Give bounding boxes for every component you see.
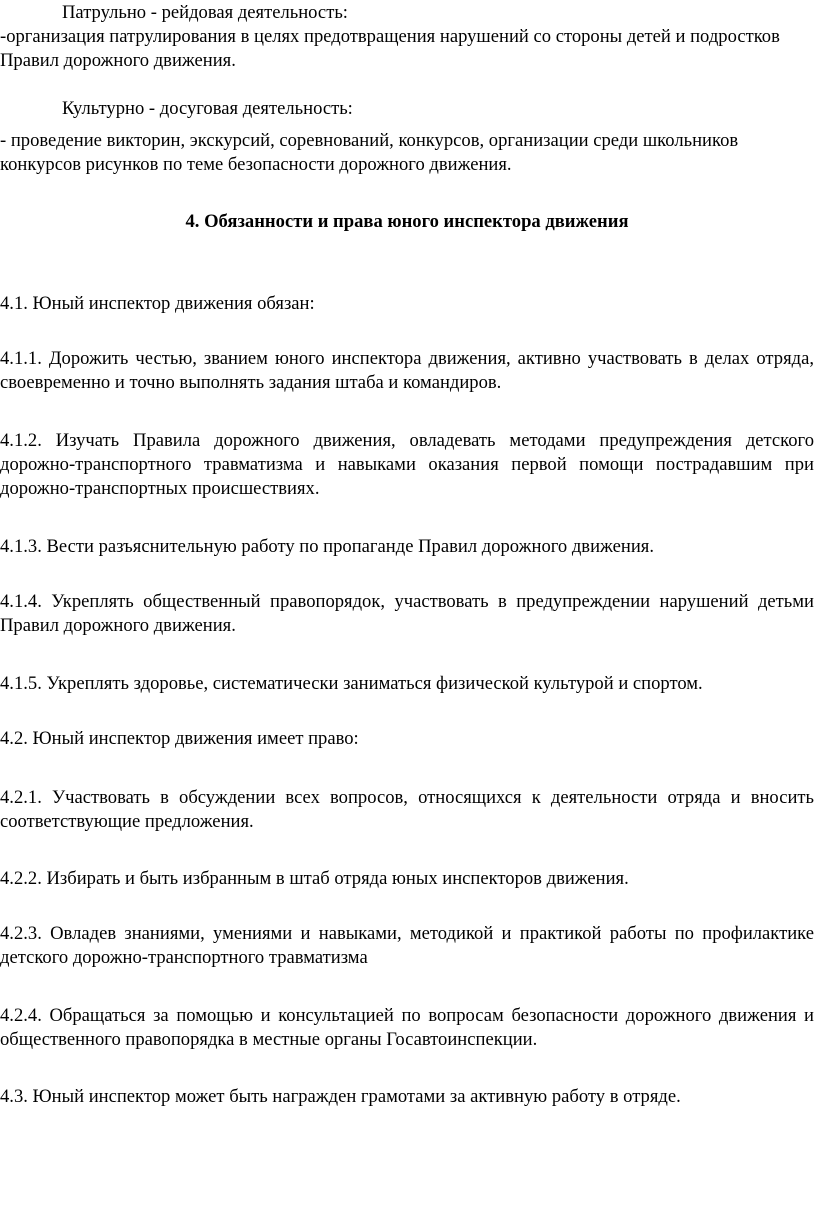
- paragraph-4-1-1: 4.1.1. Дорожить честью, званием юного инспектора движения, активно участвовать в делах отряда, своевременно и точно выполнять задания штаба и командиров.: [0, 348, 814, 393]
- paragraph-4-2-1: 4.2.1. Участвовать в обсуждении всех вопросов, относящихся к деятельности отряда и вносить соответствующие предложения.: [0, 787, 814, 832]
- activity-text-cultural: - проведение викторин, экскурсий, соревнований, конкурсов, организации среди школьников конкурсов рисунков по теме безопасности дорожного движения.: [0, 130, 739, 175]
- paragraph-4-2-4: 4.2.4. Обращаться за помощью и консультацией по вопросам безопасности дорожного движения и общественного правопорядка в местные органы Госавтоинспекции.: [0, 1005, 814, 1050]
- paragraph-4-2: 4.2. Юный инспектор движения имеет право:: [0, 728, 359, 749]
- paragraph-4-2-3: 4.2.3. Овладев знаниями, умениями и навыками, методикой и практикой работы по профилактике детского дорожно-транспортного травматизма: [0, 923, 814, 968]
- activity-text-patrol: -организация патрулирования в целях предотвращения нарушений со стороны детей и подростков Правил дорожного движения.: [0, 26, 780, 71]
- paragraph-4-1-3: 4.1.3. Вести разъяснительную работу по пропаганде Правил дорожного движения.: [0, 536, 654, 557]
- paragraph-4-2-2: 4.2.2. Избирать и быть избранным в штаб отряда юных инспекторов движения.: [0, 868, 629, 889]
- paragraph-4-1-4: 4.1.4. Укреплять общественный правопорядок, участвовать в предупреждении нарушений детьми Правил дорожного движения.: [0, 591, 814, 636]
- activity-heading-cultural: Культурно - досуговая деятельность:: [62, 98, 353, 119]
- paragraph-4-1: 4.1. Юный инспектор движения обязан:: [0, 293, 315, 314]
- paragraph-4-3: 4.3. Юный инспектор может быть награжден грамотами за активную работу в отряде.: [0, 1086, 681, 1107]
- activity-heading-patrol: Патрульно - рейдовая деятельность:: [62, 2, 348, 23]
- paragraph-4-1-2: 4.1.2. Изучать Правила дорожного движения, овладевать методами предупреждения детского дорожно-транспортного травматизма и навыками оказания первой помощи пострадавшим при дорожно-транспортных происшествиях.: [0, 430, 814, 499]
- paragraph-4-1-5: 4.1.5. Укреплять здоровье, систематически заниматься физической культурой и спортом.: [0, 673, 703, 694]
- section-title: 4. Обязанности и права юного инспектора движения: [185, 211, 629, 232]
